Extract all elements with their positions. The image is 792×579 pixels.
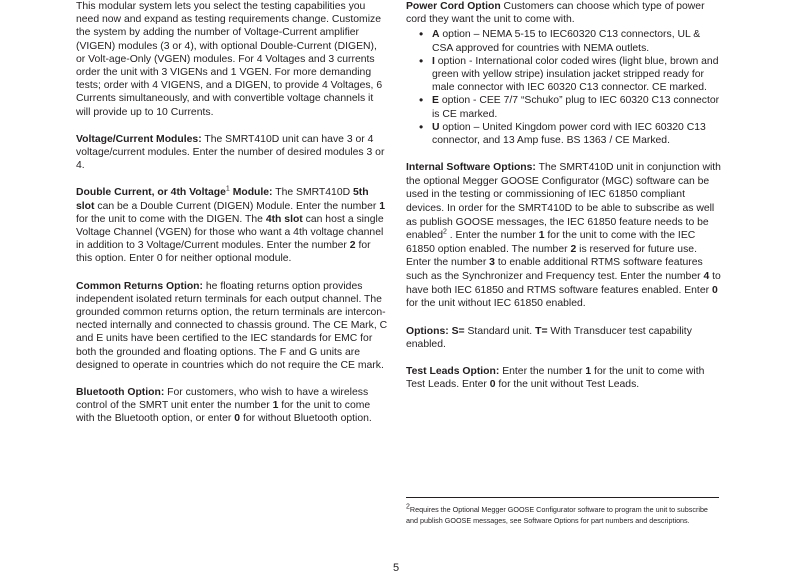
dc-bold-1: 5th slot [76, 187, 369, 212]
dc-text-4: can host a single Voltage Channel (VGEN) for those who want a 4th voltage channel in addition to 3 Voltage/Current modules. Enter the number [76, 213, 384, 252]
voltage-current-heading: Voltage/Current Modules: [76, 133, 202, 145]
power-cord-item-e: • E option - CEE 7/7 “Schuko” plug to IEC 60320 C13 connector is CE marked. [432, 94, 722, 120]
left-column [76, 0, 388, 440]
footnote-text: Requires the Optional Megger GOOSE Configurator software to program the unit to subscribe and publish GOOSE messages, see Software Options for part numbers and descriptions. [406, 505, 708, 525]
bt-bold-1: 1 [272, 400, 279, 412]
dc-bold-3: 4th slot [265, 213, 303, 225]
bt-bold-2: 0 [234, 413, 241, 425]
double-current-paragraph [76, 186, 388, 265]
page-number: 5 [393, 562, 400, 574]
footnote-divider [406, 497, 719, 498]
test-leads-heading: Test Leads Option: [406, 366, 500, 378]
power-cord-item-u: • U option – United Kingdom power cord with IEC 60320 C13 connector, and 13 Amp fuse. BS 1363 / CE Marked. [432, 121, 722, 147]
bluetooth-heading: Bluetooth Option: [76, 387, 165, 399]
dc-text-5: for this option. Enter 0 for neither optional module. [76, 240, 371, 265]
footnote-ref-1: 1 [225, 185, 230, 193]
software-options-heading: Internal Software Options: [406, 162, 536, 174]
dc-bold-4: 2 [349, 240, 356, 252]
voltage-current-body: The SMRT410D unit can have 3 or 4 voltage/current modules. Enter the number of desired modules 3 or 4. [76, 133, 385, 172]
options-paragraph: Options: S= Standard unit. T= With Transducer test capability enabled. [406, 325, 692, 350]
intro-paragraph: This modular system lets you select the testing capabilities you need now and expand as testing requirements change. Customize the system by adding the number of Voltage-Current amplifier (VIGEN) modules (3 or 4), with optional Double-Current (DIGEN), or Volt-age-Only (VGEN) modules. For 4 Voltages and 3 currents order the unit with 3 VIGENs and 1 VGEN. For more demanding tests; order with 4 VIGENS, and a DIGEN, to provide 4 Voltages, 6 Currents simultaneously, and with convertible voltage channels it will provide up to 10 Currents. [76, 1, 383, 118]
footnote [406, 505, 716, 526]
bt-text-3: for without Bluetooth option. [240, 413, 372, 425]
power-cord-paragraph [406, 0, 722, 26]
bt-text-2: for the unit to come with the Bluetooth option, or enter [76, 400, 371, 425]
common-returns-body: he floating returns option provides independent isolated return terminals for each output channel. The grounded common returns option, the return terminals are intercon-nected internally and connected to chassis ground. The CE Mark, C and E units have been certified to the IEC standards for EMC for both the grounded and floating options. The F and G units are designed to operate in countries which do not require the CE mark. [76, 280, 388, 371]
power-cord-heading: Power Cord Option [406, 1, 501, 12]
double-current-heading-end: Module: [229, 187, 273, 199]
common-returns-paragraph [76, 280, 388, 372]
dc-bold-2: 1 [379, 200, 385, 212]
dc-text-3: for the unit to come with the DIGEN. The [76, 213, 266, 225]
power-cord-item-a: • A option – NEMA 5-15 to IEC60320 C13 connectors, UL & CSA approved for countries with NEMA outlets. [432, 28, 722, 54]
common-returns-heading: Common Returns Option: [76, 280, 203, 292]
power-cord-body: Customers can choose which type of power cord they want the unit to come with. [406, 1, 705, 26]
voltage-current-modules-paragraph [76, 133, 388, 173]
footnote-marker: 2 [406, 503, 410, 511]
footnote-ref-2: 2 [442, 228, 447, 236]
dc-text-1: The SMRT410D [272, 187, 353, 199]
power-cord-item-i: • I option - International color coded wires (light blue, brown and green with yellow stripe) insulation jacket stripped ready for male connector with IEC 60320 C13 connector. CE marked. [432, 55, 722, 95]
right-column [406, 0, 722, 406]
double-current-heading: Double Current, or 4th Voltage [76, 187, 226, 199]
dc-text-2: can be a Double Current (DIGEN) Module. Enter the number [94, 200, 380, 212]
test-leads-paragraph: Test Leads Option: Enter the number 1 for the unit to come with Test Leads. Enter 0 for the unit without Test Leads. [406, 366, 705, 391]
bluetooth-paragraph [76, 386, 388, 426]
power-cord-list [406, 28, 722, 147]
options-heading: Options: [406, 325, 449, 337]
bt-text-1: For customers, who wish to have a wireless control of the SMRT unit enter the number [76, 387, 369, 412]
software-options-paragraph: Internal Software Options: The SMRT410D unit in conjunction with the optional Megger GOOSE Configurator (MGC) software can be used in the testing or commissioning of IEC 61850 compliant devices. In order for the SMRT410D to be able to subscribe as well as publish GOOSE messages, the IEC 61850 feature needs to be enabled$^2$ . Enter the number 1 for the unit to come with the IEC 61850 option enabled. The number 2 is reserved for future use. Enter the number 3 to enable additional RTMS software features such as the Synchronizer and Frequency test. Enter the number 4 to have both IEC 61850 and RTMS software features enabled. Enter 0 for the unit without IEC 61850 enabled. [406, 162, 721, 310]
